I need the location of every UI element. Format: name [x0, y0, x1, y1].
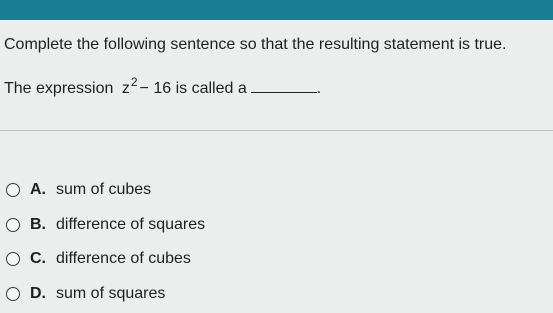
radio-button-icon[interactable] — [6, 183, 20, 197]
math-exponent: 2 — [130, 75, 138, 89]
question-prefix: The expression — [4, 80, 114, 97]
header-bar — [0, 0, 553, 20]
option-label: sum of cubes — [56, 181, 152, 198]
radio-button-icon[interactable] — [6, 287, 20, 301]
answer-blank — [251, 78, 317, 93]
math-variable: z — [121, 80, 130, 97]
option-label: difference of squares — [56, 216, 206, 233]
option-letter: A. — [30, 181, 46, 198]
question-instruction: Complete the following sentence so that the resulting statement is true. — [4, 36, 507, 53]
option-label: difference of cubes — [56, 250, 191, 267]
option-a[interactable] — [6, 180, 151, 200]
question-suffix: is called a — [175, 80, 247, 97]
radio-button-icon[interactable] — [6, 252, 20, 266]
option-d[interactable] — [6, 284, 165, 304]
option-b[interactable] — [6, 215, 205, 235]
option-c[interactable] — [6, 249, 191, 269]
question-statement — [4, 75, 322, 99]
option-letter: B. — [30, 216, 46, 233]
question-period: . — [316, 80, 322, 97]
option-letter: C. — [30, 250, 46, 267]
option-label: sum of squares — [56, 285, 166, 302]
radio-button-icon[interactable] — [6, 218, 20, 232]
option-letter: D. — [30, 285, 46, 302]
math-term: − 16 — [139, 80, 172, 97]
section-divider — [0, 130, 553, 131]
